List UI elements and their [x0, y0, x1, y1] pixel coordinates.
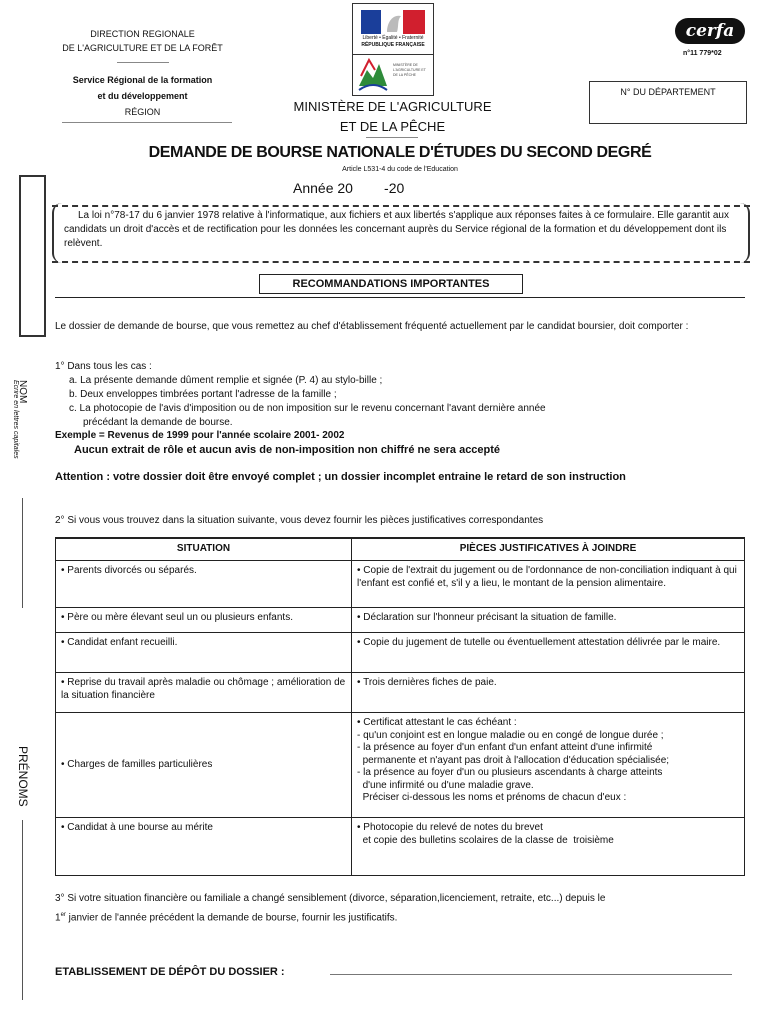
logo-rf-line1: Liberté • Égalité • Fraternité [362, 35, 424, 41]
point1-c1: c. La photocopie de l'avis d'imposition ou de non imposition sur le revenu concernant l'avant dernière année [69, 403, 546, 414]
attention-text: Attention : votre dossier doit être envoyé complet ; un dossier incomplet entraine le retard de son instruction [55, 471, 626, 483]
intro-text: Le dossier de demande de bourse, que vous remettez au chef d'établissement fréquenté actuellement par le candidat boursier, doit comporter : [55, 321, 689, 332]
table-row [56, 673, 745, 713]
ministry-emblem-icon [355, 56, 391, 94]
situation-cell: • Candidat à une bourse au mérite [56, 818, 352, 876]
ministry-logo-text: MINISTÈRE DE L'AGRICULTURE ET DE LA PÊCHE [393, 63, 426, 77]
logo-rf-line2: RÉPUBLIQUE FRANÇAISE [361, 42, 425, 48]
pieces-cell: • Copie de l'extrait du jugement ou de l'ordonnance de non-conciliation indiquant à qui l'enfant est confié et, s'il y a lieu, le montant de la pension alimentaire. [352, 561, 745, 608]
point1-b: b. Deux enveloppes timbrées portant l'adresse de la famille ; [69, 389, 337, 400]
page-title: DEMANDE DE BOURSE NATIONALE D'ÉTUDES DU SECOND DEGRÉ [148, 144, 652, 161]
point1-title: 1° Dans tous les cas : [55, 361, 152, 372]
pieces-cell: • Photocopie du relevé de notes du brevet et copie des bulletins scolaires de la classe de troisième [352, 818, 745, 876]
pieces-table [55, 537, 745, 876]
service-block [50, 72, 235, 120]
departement-label: N° DU DÉPARTEMENT [620, 87, 716, 97]
table-row [56, 633, 745, 673]
point3-line2: 1er janvier de l'année précédent la demande de bourse, fournir les justificatifs. [55, 912, 398, 924]
service-line2: et du développement [97, 91, 188, 101]
point3 [55, 890, 755, 926]
table-row [56, 818, 745, 876]
pieces-cell: • Copie du jugement de tutelle ou éventuellement attestation délivrée par le maire. [352, 633, 745, 673]
legal-notice: La loi n°78-17 du 6 janvier 1978 relative à l'informatique, aux fichiers et aux libertés s'applique aux réponses faites à ce formulaire. Elle garantit aux candidats un droit d'accès et de rectification pour les données les concernant auprès du Service régional de la formation et du développement dont ils relèvent. [64, 210, 729, 249]
recommandations-title: RECOMMANDATIONS IMPORTANTES [259, 274, 523, 294]
direction-line1: DIRECTION REGIONALE [90, 29, 195, 39]
legal-notice-box [52, 205, 750, 263]
header-pieces: PIÈCES JUSTIFICATIVES À JOINDRE [352, 538, 745, 561]
point2-text: 2° Si vous vous trouvez dans la situation suivante, vous devez fournir les pièces justificatives correspondantes [55, 515, 544, 526]
divider [117, 62, 169, 63]
direction-line2: DE L'AGRICULTURE ET DE LA FORÊT [62, 43, 223, 53]
cerfa-text: cerfa [685, 21, 735, 41]
situation-cell: • Candidat enfant recueilli. [56, 633, 352, 673]
region-label: RÉGION [124, 107, 161, 117]
ministry-divider [366, 137, 418, 138]
ministry-line1: MINISTÈRE DE L'AGRICULTURE [293, 99, 492, 114]
point3-line1: 3° Si votre situation financière ou familiale a changé sensiblement (divorce, séparation,licenciement, retraite, etc...) depuis le [55, 893, 606, 904]
table-row [56, 608, 745, 633]
ministry-line2: ET DE LA PÊCHE [339, 119, 446, 134]
pieces-cell: • Déclaration sur l'honneur précisant la situation de famille. [352, 608, 745, 633]
situation-cell: • Père ou mère élevant seul un ou plusieurs enfants. [56, 608, 352, 633]
ministry-logo [352, 54, 434, 96]
nom-line[interactable] [22, 498, 23, 608]
table-row [56, 561, 745, 608]
service-line1: Service Régional de la formation [72, 75, 213, 85]
nom-hint: Ecrire en lettres capitales [12, 380, 19, 459]
section-rule [55, 297, 745, 298]
nom-label: NOM [17, 380, 28, 404]
situation-cell: • Reprise du travail après maladie ou chômage ; amélioration de la situation financière [56, 673, 352, 713]
situation-cell: • Charges de familles particulières [56, 713, 352, 818]
etablissement-label: ETABLISSEMENT DE DÉPÔT DU DOSSIER : [55, 966, 285, 978]
cerfa-logo [675, 18, 745, 44]
point1-a: a. La présente demande dûment remplie et signée (P. 4) au stylo-bille ; [69, 375, 383, 386]
point1 [55, 360, 745, 430]
nom-box[interactable] [19, 175, 46, 337]
cerfa-number: n°11 779*02 [683, 50, 722, 57]
ministry-title [270, 97, 515, 137]
header-situation: SITUATION [56, 538, 352, 561]
prenoms-line[interactable] [22, 820, 23, 1000]
pieces-cell: • Certificat attestant le cas échéant : - qu'un conjoint est en longue maladie ou en congé de longue durée ; - la présence au foyer d'un enfant d'un enfant atteint d'une infirmité permanente et n'ayant pas droit à l'allocation d'éducation spécialisée; - la présence au foyer d'un ou plusieurs ascendants à charge atteints d'une infirmité ou d'une maladie grave. Préciser ci-dessous les noms et prénoms de chacun d'eux : [352, 713, 745, 818]
departement-field[interactable] [589, 81, 747, 124]
exemple-text: Exemple = Revenus de 1999 pour l'année scolaire 2001- 2002 [55, 430, 345, 441]
republique-logo [352, 3, 434, 55]
region-line [62, 122, 232, 123]
annee-field: Année 20 -20 [293, 180, 405, 196]
aucun-text: Aucun extrait de rôle et aucun avis de non-imposition non chiffré ne sera accepté [74, 444, 501, 456]
situation-cell: • Parents divorcés ou séparés. [56, 561, 352, 608]
side-labels [12, 380, 38, 1000]
direction-regionale [55, 27, 230, 55]
article-ref: Article L531-4 du code de l'Education [342, 166, 458, 173]
pieces-cell: • Trois dernières fiches de paie. [352, 673, 745, 713]
table-row [56, 713, 745, 818]
etablissement-field[interactable] [330, 974, 732, 975]
point1-c2: précédant la demande de bourse. [83, 417, 233, 428]
table-header-row [56, 538, 745, 561]
prenoms-label: PRÉNOMS [16, 746, 30, 807]
